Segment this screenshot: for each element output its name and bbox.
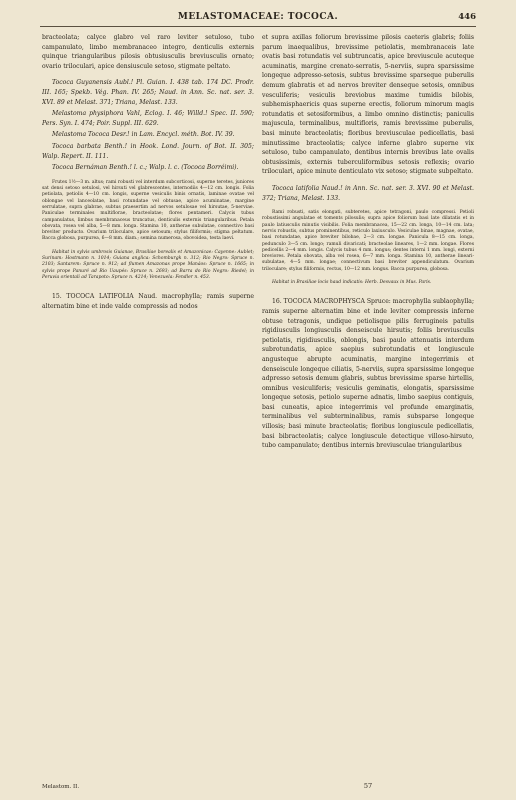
- header-rule: [40, 26, 476, 27]
- habitat-note: Habitat in sylvis umbrosis Guianae, Brasiliae borealis et Amazonicae: Cayenne: Aublet; Surinam: Hostmann n. 1014; Guiana anglica: Schomburgk n. 312; Rio Negro: Spruce n. 2103; Santarem: Spruce n. 912; ad flumen Amazonas prope Manáos: Spruce n. 1665; in sylvis prope Panuré ad Rio Uaupés: Spruce n. 2693; ad Barra do Rio Negro: Riedel; in Peruvia orientali ad Tarapoto: Spruce n. 4214; Venezuela: Fendler n. 453.: [42, 249, 254, 280]
- synonym-2: Melastoma physiphora Vahl, Eclog. I. 46; Willd.! Spec. II. 590; Pers. Syn. I. 474; Poir. Suppl. III. 629.: [42, 110, 254, 127]
- footer-left: Melastom. II.: [42, 784, 80, 790]
- habitat-note-right: Habitat in Brasiliae locis haud indicatis: Herb. Desvaux in Mus. Paris.: [272, 280, 432, 286]
- synonym-4: Tococa barbata Benth.! in Hook. Lond. Journ. of Bot. II. 305; Walp. Repert. II. 111.: [42, 142, 254, 160]
- running-title: MELASTOMACEAE: TOCOCA.: [177, 12, 339, 22]
- synonym-5: Tococa Bernáman Benth.! l. c.; Walp. l. c. (Tococa Borréimi).: [52, 164, 239, 172]
- description-continued: bracteolata; calyce glabro vel raro leviter setuloso, tubo campanulato, limbo membranaceo integro, denticulis externis quinque triangularibus pilosis obtusiusculis breviusculis ornato; ovario triloculari, apice densiuscule setoso, stigmate peltato.: [42, 34, 254, 70]
- page-number: 446: [458, 12, 476, 22]
- species-description: Frutex 1½—3 m. altus; rami robusti vel interdum subcorticosi, superne teretes, juniores sat densi setoso setulosi, vel hirsuti vel glabrescentes, internodiis 4—12 cm. longis. Folia petiolata, petiolis 4—10 cm. longis, superne vesiculis binis ornatis, laminae ovatae vel oblongae vel lanceolatae, basi rotundatae vel obtusae, apice acuminatae, margine serrulatae, supra glabrae, subtus praesertim ad nervos setulosae vel hirsutae, 5-nerviae. Paniculae terminales multiflorae, bracteolatae; flores pentameri. Calycis tubus campanulatus, limbus membranaceus truncatus, denticulis externis triangularibus. Petala obovata, rosea vel alba, 5—8 mm. longa. Stamina 10, antherae subulatae, connectivo basi breviter producto. Ovarium triloculare, apice setosum; stylus filiformis; stigma peltatum. Bacca globosa, purpurea, 6—8 mm. diam.; semina numerosa, obovoidea, testa laevi.: [42, 179, 254, 242]
- right-column: [262, 33, 474, 773]
- species-heading-15: 15. TOCOCA LATIFOLIA Naud. macrophylla; ramis superne alternatim bine et inde valde compressis ad nodos: [42, 293, 254, 310]
- synonym-right: Tococa latifolia Naud.! in Ann. Sc. nat. ser. 3. XVI. 90 et Melast. 372; Triana, Melast. 133.: [262, 184, 474, 202]
- species-heading-16: 16. TOCOCA MACROPHYSCA Spruce: macrophylla sublaophylla; ramis superne alternatim bine et inde leviter compressis inferne obtuse tetragonis, undique petiolisque pilis ferrugineis patulis rigidiusculis longiusculis denseiscule hirsutis; foliis breviusculis petiolatis, rigidiusculis, oblongis, basi paulo attenuatis interdum subrotundatis, apice saepius subrotundatis et longiuscule angusteque abrupte acuminatis, margine integerrimis et denseiscule longeque ciliatis, 5-nerviis, supra sparsissime longeque adpresso setosis demum glabris, subtus brevissime sparse hirtellis, omnibus vesiculiferis; vesiculis geminatis, elongatis, sparsissime longeque setosis, petiolo superne adnatis, limbo saepius contiguis, basi cuneatis, apice integerrimis vel profunde emarginatis, terminalibus vel subterminalibus, ramis subsparse longeque villosis; basi minute bracteolatis; floribus longiuscule pedicellatis, basi bibracteolatis; calyce longiuscule detectique villoso-hirsuto, tubo campanulato; dentibus internis breviusculae triangularibus: [262, 298, 474, 450]
- species-description-right: Rami robusti, satis elongati, subteretes, apice tetragoni, paulo compressi. Petioli robustissimi angulatae et toments pilosulis; supra apice foliorum basi late dilatatis et in paulo latiusculis minutis visibilis. Folia membranacea, 15—22 cm. longa, 10—14 cm. lata; nervis robustis, subtus prominentibus, reticulo laxiusculo. Vesiculae binae, magnae, ovatae, basi rotundatae, apice breviter bilobae, 2—3 cm. longae. Panicula 8—15 cm. longa, pedunculo 3—5 cm. longo; ramuli divaricati; bracteolae lineares, 1—2 mm. longae. Flores pedicellis 2—4 mm. longis. Calycis tubus 4 mm. longus; dentes interni 1 mm. longi, externi breviores. Petala obovata, alba vel rosea, 6—7 mm. longa. Stamina 10, antherae lineari-subulatae, 4—5 mm. longae; connectivum basi breviter appendiculatum. Ovarium triloculare; stylus filiformis, rectus, 10—12 mm. longus. Bacca purpurea, globosa.: [262, 210, 474, 272]
- synonym-1: Tococa Guyanensis Aubl.! Pl. Guian. I. 438 tab. 174 DC. Prodr. III. 165; Spekb. Vég. Phan. IV. 265; Naud. in Ann. Sc. nat. ser. 3. XVI. 89 et Melast. 371; Triana, Melast. 133.: [42, 79, 254, 106]
- running-header: [40, 12, 476, 24]
- description-continued-right: et supra axillas foliorum brevissime pilosis caeteris glabris; foliis parum inaequalibus, brevissime petiolatis, membranaceis late ovatis basi rotundatis vel subtruncatis, apice breviuscule acuteque acuminatis, margine crenato-serratis, 5-nerviis, supra sparsissime longeque adpresso-setosis, subtus brevissime sparseque puberulis demum glabratis et ad nervos breviter denseque setosis, omnibus vesculiferis; vesiculis breviobus maxime tumidis bilobis, subhemisphaericis quas superne erectis, foliorum minorum magis rotundatis et setosiformibus, a limbo omnino distinctis; paniculis majuscula, terminalibus, multifloris, ramis brevissime puberulis, basi minute bracteolatis; floribus breviusculae pedicellatis, basi minutissime bracteolatis; calyce inferne glabro superne vix setuloso, tubo campanulato, dentibus internis brevibus late ovalis obtusissimis, externis tuberculiformibus setosis reflexis; ovario triloculari, apice minute denticulato vix setoso; stigmate subpeltato.: [262, 34, 474, 176]
- left-column: [42, 33, 254, 773]
- synonym-3: Melastoma Tococa Desr.! in Lam. Encycl. méth. Bot. IV. 39.: [52, 131, 235, 139]
- footer-signature: 57: [363, 782, 373, 790]
